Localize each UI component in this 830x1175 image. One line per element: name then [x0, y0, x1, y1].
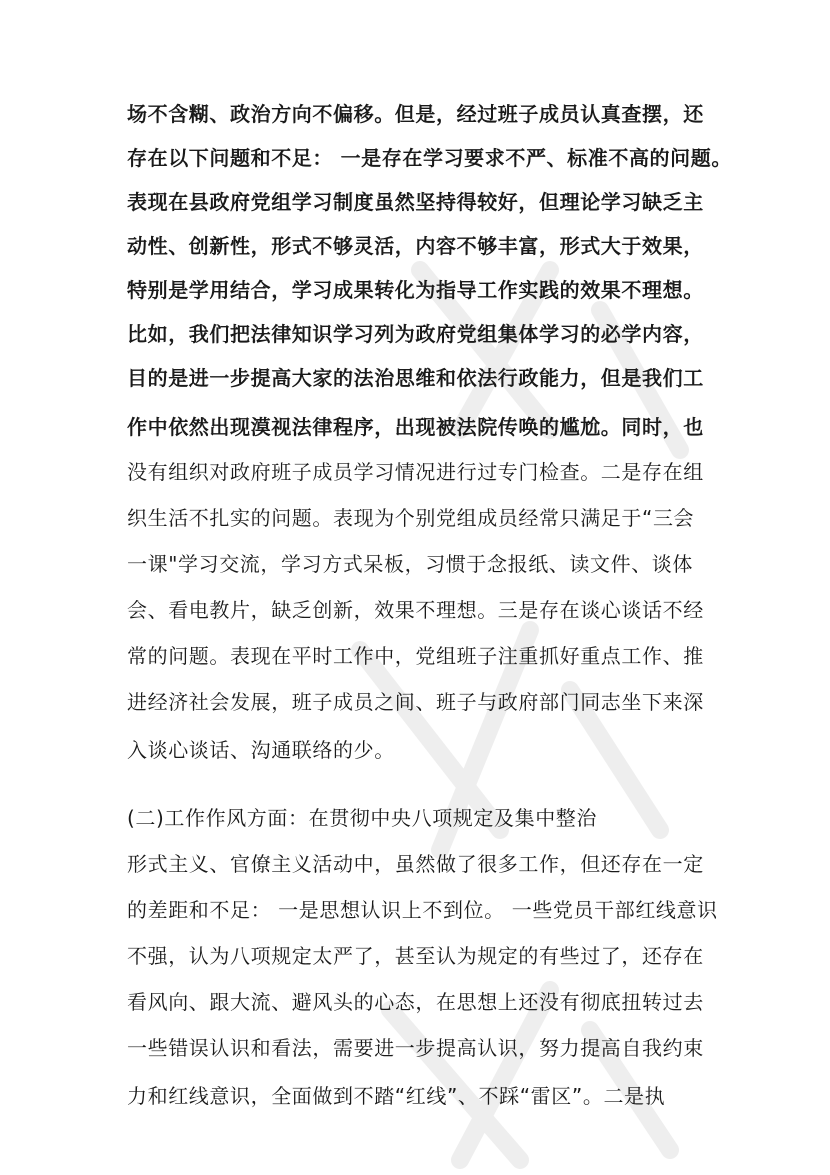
text-line-9: 没有组织对政府班子成员学习情况进行过专门检查。二是存在组 — [127, 460, 704, 484]
text-line-19: 不强，认为八项规定太严了，甚至认为规定的有些过了，还存在 — [127, 944, 704, 968]
text-line-17: 形式主义、官僚主义活动中，虽然做了很多工作，但还存在一定 — [127, 852, 704, 876]
text-line-16: (二)工作作风方面：在贯彻中央八项规定及集中整治 — [127, 806, 598, 830]
text-line-15: 入谈心谈话、沟通联络的少。 — [127, 738, 395, 762]
text-line-8: 作中依然出现漠视法律程序，出现被法院传唤的尴尬。同时，也 — [127, 415, 704, 439]
text-line-11: 一课"学习交流，学习方式呆板，习惯于念报纸、读文件、谈体 — [127, 552, 693, 576]
text-line-4: 动性、创新性，形式不够灵活，内容不够丰富，形式大于效果， — [127, 234, 704, 258]
text-line-20: 看风向、跟大流、避风头的心态，在思想上还没有彻底扭转过去 — [127, 990, 704, 1014]
text-line-12: 会、看电教片，缺乏创新，效果不理想。三是存在谈心谈话不经 — [127, 598, 704, 622]
text-line-22: 力和红线意识，全面做到不踏“红线”、不踩“雷区”。二是执 — [127, 1084, 666, 1108]
text-line-10: 织生活不扎实的问题。表现为个别党组成员经常只满足于“三会 — [127, 506, 695, 530]
text-line-21: 一些错误认识和看法，需要进一步提高认识，努力提高自我约束 — [127, 1036, 704, 1060]
text-line-18: 的差距和不足： 一是思想认识上不到位。 一些党员干部红线意识 — [127, 898, 718, 922]
text-line-14: 进经济社会发展，班子成员之间、班子与政府部门同志坐下来深 — [127, 690, 704, 714]
text-line-7: 目的是进一步提高大家的法治思维和依法行政能力，但是我们工 — [127, 366, 704, 390]
text-line-2: 存在以下问题和不足： 一是存在学习要求不严、标准不高的问题。 — [127, 146, 732, 170]
text-line-3: 表现在县政府党组学习制度虽然坚持得较好，但理论学习缺乏主 — [127, 190, 704, 214]
text-line-13: 常的问题。表现在平时工作中，党组班子注重抓好重点工作、推 — [127, 644, 704, 668]
text-line-6: 比如，我们把法律知识学习列为政府党组集体学习的必学内容， — [127, 322, 704, 346]
text-line-1: 场不含糊、政治方向不偏移。但是，经过班子成员认真查摆，还 — [127, 102, 704, 126]
text-line-5: 特别是学用结合，学习成果转化为指导工作实践的效果不理想。 — [127, 278, 704, 302]
